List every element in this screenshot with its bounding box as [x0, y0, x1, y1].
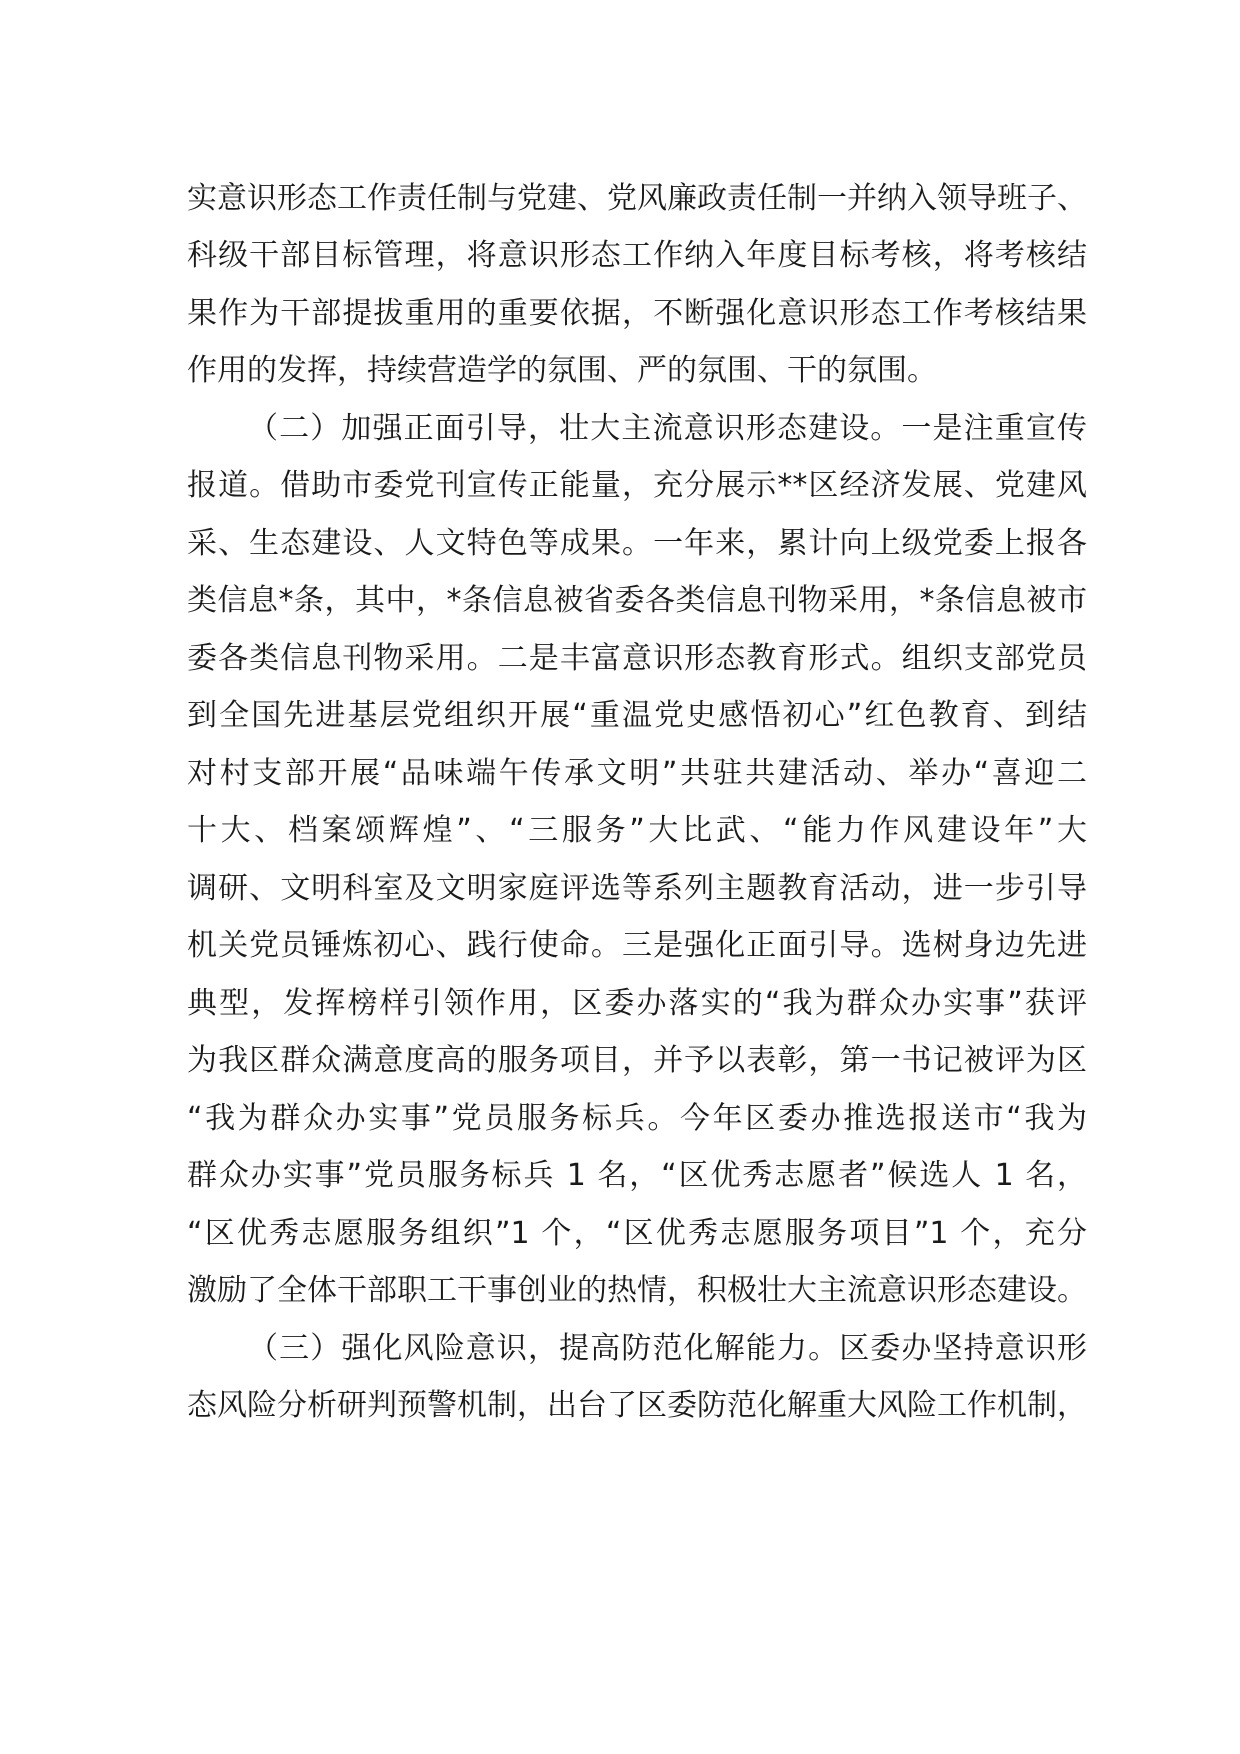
text-line: 作用的发挥，持续营造学的氛围、严的氛围、干的氛围。 — [187, 353, 937, 388]
text-line: 采、生态建设、人文特色等成果。一年来，累计向上级党委上报各 — [187, 526, 1087, 561]
text-line: 报道。借助市委党刊宣传正能量，充分展示**区经济发展、党建风 — [187, 468, 1087, 503]
text-line: “区优秀志愿服务组织”1 个，“区优秀志愿服务项目”1 个，充分 — [187, 1216, 1087, 1251]
paragraph-heading-line: （二）加强正面引导，壮大主流意识形态建设。一是注重宣传 — [248, 411, 1087, 446]
text-line: 典型，发挥榜样引领作用，区委办落实的“我为群众办实事”获评 — [187, 986, 1087, 1021]
text-line: 群众办实事”党员服务标兵 1 名，“区优秀志愿者”候选人 1 名， — [187, 1158, 1087, 1193]
text-line: 到全国先进基层党组织开展“重温党史感悟初心”红色教育、到结 — [187, 698, 1087, 733]
text-line: 十大、档案颂辉煌”、“三服务”大比武、“能力作风建设年”大 — [187, 813, 1087, 848]
text-line: 对村支部开展“品味端午传承文明”共驻共建活动、举办“喜迎二 — [187, 756, 1087, 791]
text-line: 为我区群众满意度高的服务项目，并予以表彰，第一书记被评为区 — [187, 1043, 1087, 1078]
text-line: 实意识形态工作责任制与党建、党风廉政责任制一并纳入领导班子、 — [187, 181, 1087, 216]
text-line: 类信息*条，其中，*条信息被省委各类信息刊物采用，*条信息被市 — [187, 583, 1087, 618]
paragraph-heading-line: （三）强化风险意识，提高防范化解能力。区委办坚持意识形 — [248, 1331, 1087, 1366]
text-line: “我为群众办实事”党员服务标兵。今年区委办推选报送市“我为 — [187, 1101, 1087, 1136]
text-line: 激励了全体干部职工干事创业的热情，积极壮大主流意识形态建设。 — [187, 1273, 1087, 1308]
text-line: 机关党员锤炼初心、践行使命。三是强化正面引导。选树身边先进 — [187, 928, 1087, 963]
text-line: 委各类信息刊物采用。二是丰富意识形态教育形式。组织支部党员 — [187, 641, 1087, 676]
text-line: 果作为干部提拔重用的重要依据，不断强化意识形态工作考核结果 — [187, 296, 1087, 331]
text-line: 调研、文明科室及文明家庭评选等系列主题教育活动，进一步引导 — [187, 871, 1087, 906]
text-line: 态风险分析研判预警机制，出台了区委防范化解重大风险工作机制， — [187, 1388, 1087, 1423]
text-line: 科级干部目标管理，将意识形态工作纳入年度目标考核，将考核结 — [187, 238, 1087, 273]
